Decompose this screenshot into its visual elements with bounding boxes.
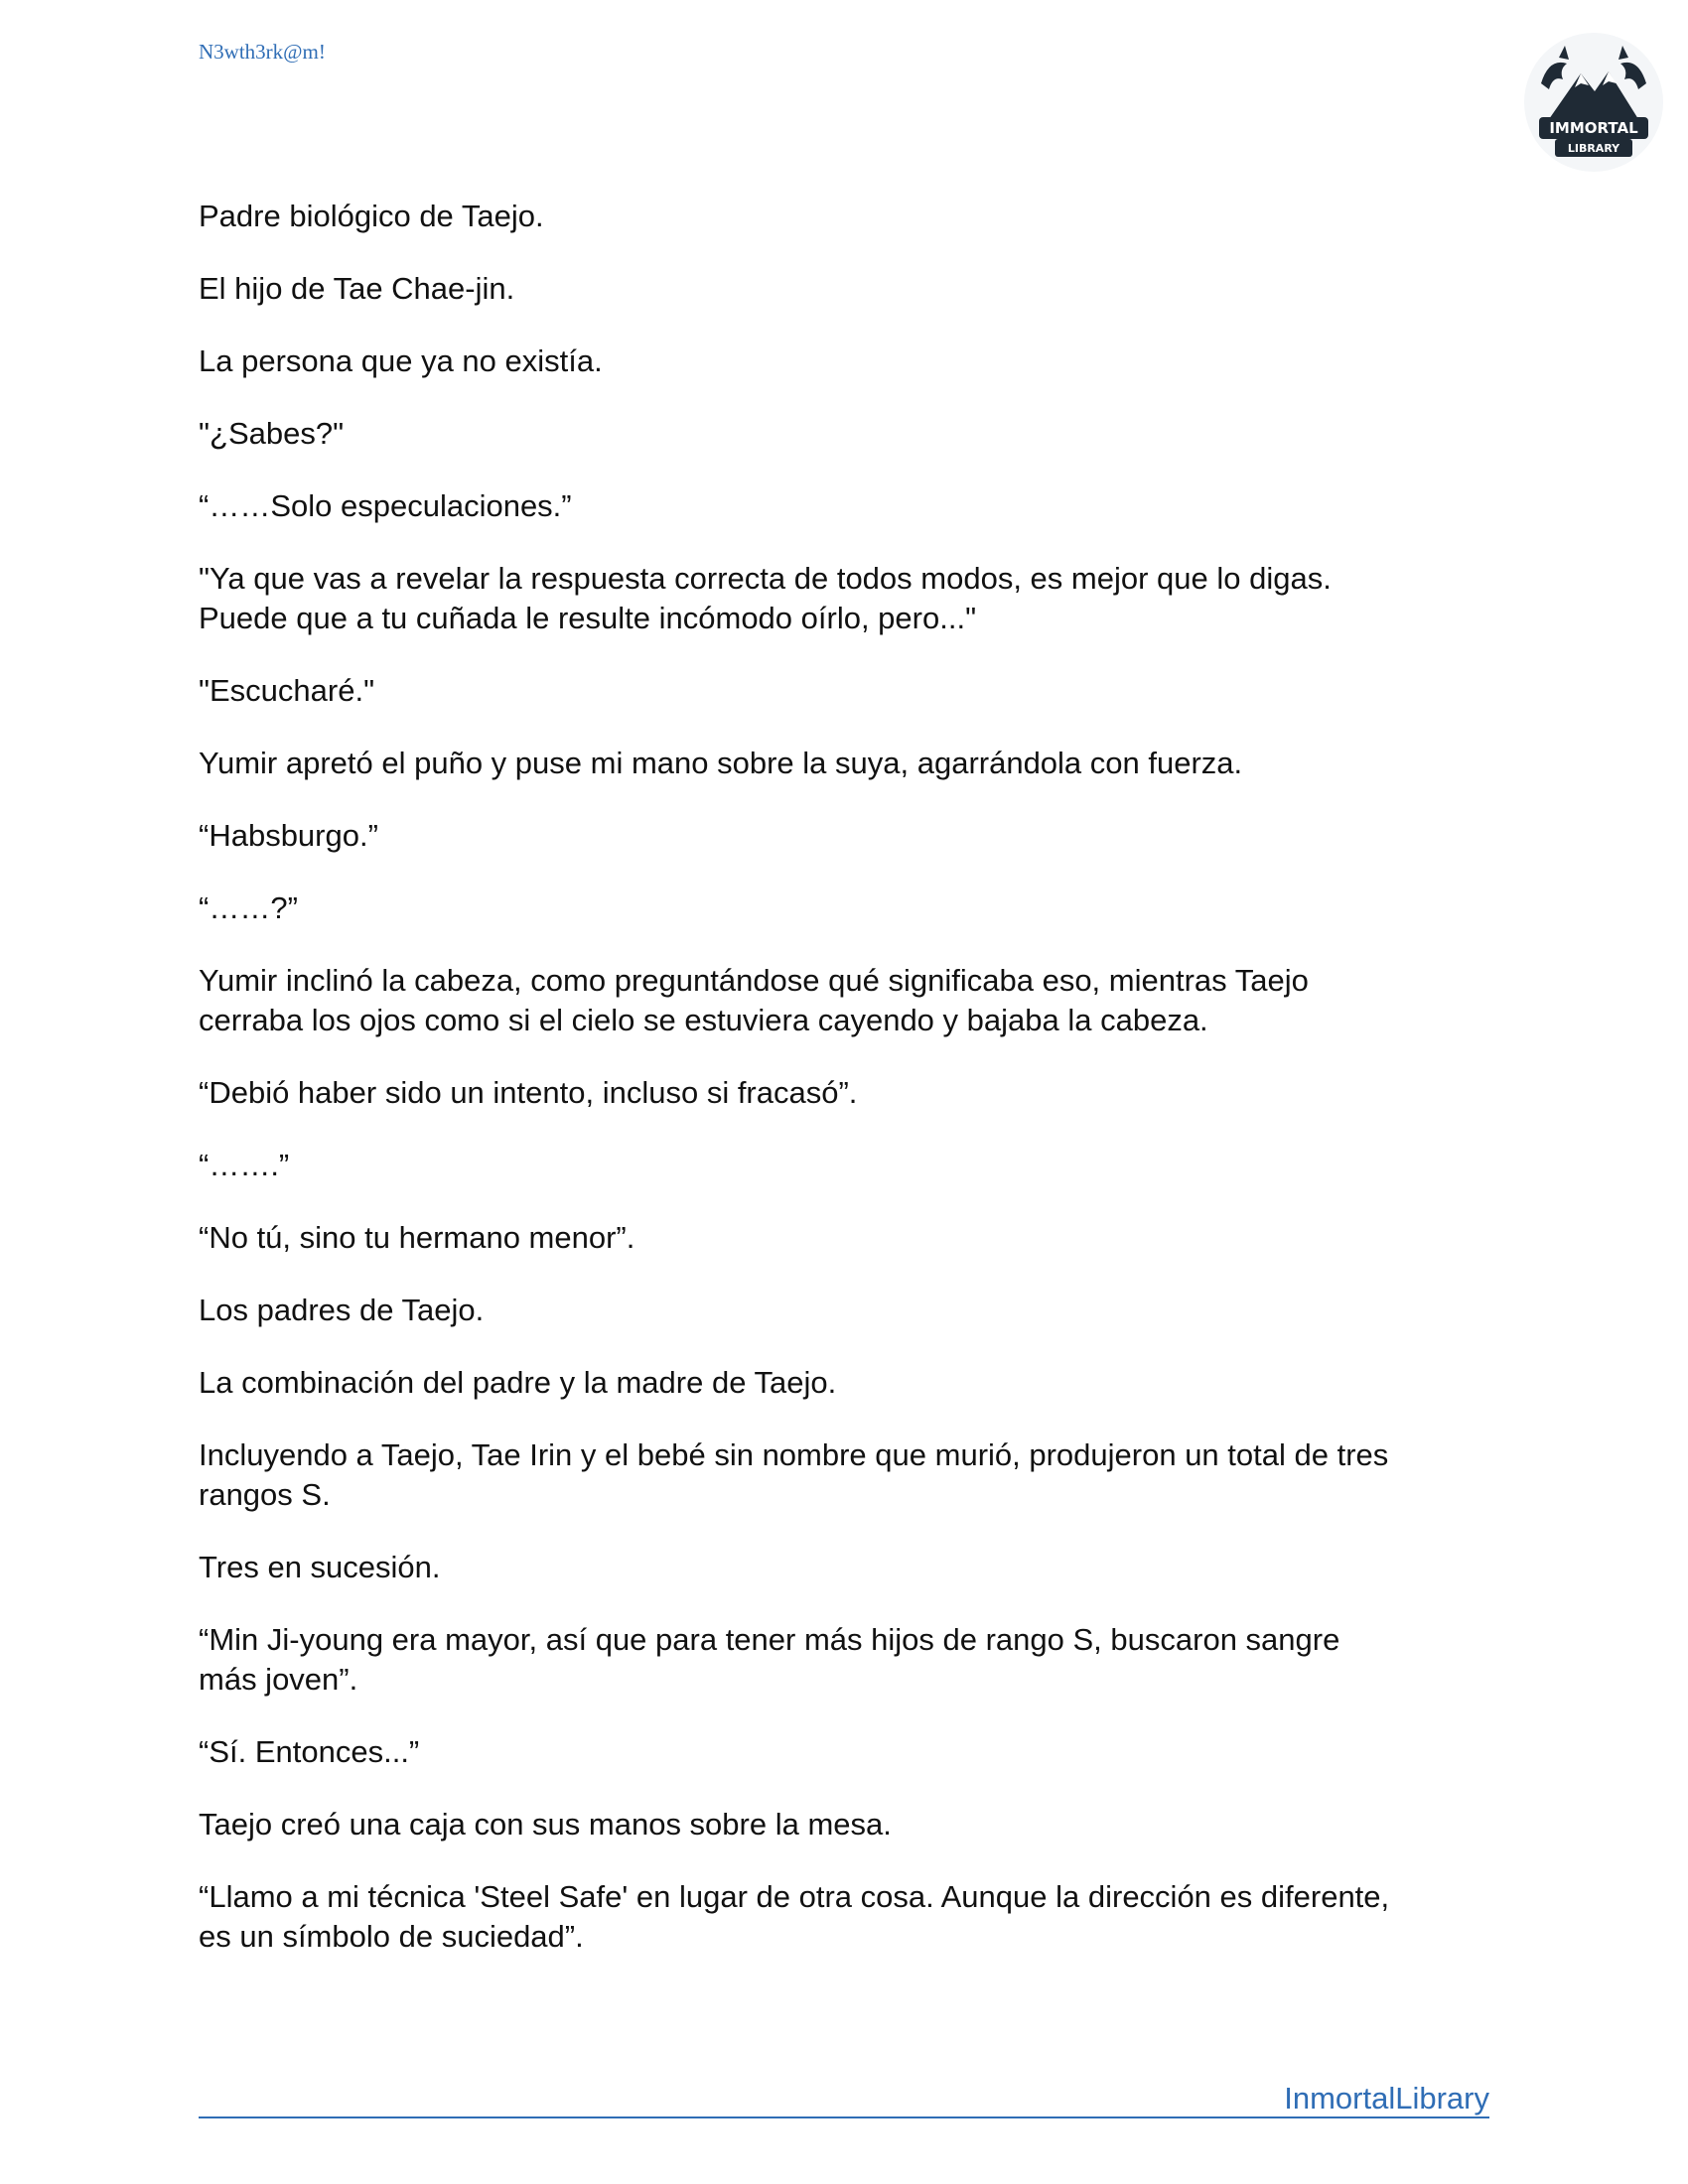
paragraph: “……?” — [199, 890, 298, 925]
paragraph: "Ya que vas a revelar la respuesta correcta de todos modos, es mejor que lo digas. Puede que a tu cuñada le resulte incómodo oírlo, pero..." — [199, 561, 1332, 635]
paragraph: El hijo de Tae Chae-jin. — [199, 271, 515, 306]
paragraph: “Sí. Entonces...” — [199, 1734, 420, 1769]
footer-divider — [199, 2116, 1489, 2118]
paragraph: “No tú, sino tu hermano menor”. — [199, 1220, 635, 1255]
paragraph: La persona que ya no existía. — [199, 343, 603, 378]
paragraph: “……Solo especulaciones.” — [199, 488, 572, 523]
paragraph: “Habsburgo.” — [199, 818, 378, 853]
logo-text-line-2: LIBRARY — [1567, 142, 1620, 155]
paragraph: Yumir inclinó la cabeza, como preguntándose qué significaba eso, mientras Taejo cerraba los ojos como si el cielo se estuviera cayendo y bajaba la cabeza. — [199, 963, 1309, 1037]
footer-link[interactable]: InmortalLibrary — [1284, 2081, 1489, 2116]
paragraph: Tres en sucesión. — [199, 1550, 441, 1584]
paragraph: Los padres de Taejo. — [199, 1293, 485, 1327]
paragraph: Yumir apretó el puño y puse mi mano sobre la suya, agarrándola con fuerza. — [199, 746, 1243, 780]
logo-text-line-1: IMMORTAL — [1549, 119, 1638, 137]
paragraph: Taejo creó una caja con sus manos sobre la mesa. — [199, 1807, 892, 1842]
paragraph: “Llamo a mi técnica 'Steel Safe' en lugar de otra cosa. Aunque la dirección es diferente, es un símbolo de suciedad”. — [199, 1879, 1390, 1954]
paragraph: "¿Sabes?" — [199, 416, 345, 451]
chapter-body — [199, 197, 1489, 1989]
header-tag: N3wth3rk@m! — [199, 40, 326, 64]
paragraph: La combinación del padre y la madre de Taejo. — [199, 1365, 837, 1400]
paragraph: “Debió haber sido un intento, incluso si fracasó”. — [199, 1075, 858, 1110]
paragraph: Padre biológico de Taejo. — [199, 199, 544, 233]
paragraph: "Escucharé." — [199, 673, 375, 708]
paragraph: “…….” — [199, 1148, 290, 1182]
paragraph: Incluyendo a Taejo, Tae Irin y el bebé sin nombre que murió, produjeron un total de tres rangos S. — [199, 1437, 1389, 1512]
immortal-library-logo — [1519, 28, 1668, 177]
paragraph: “Min Ji-young era mayor, así que para tener más hijos de rango S, buscaron sangre más joven”. — [199, 1622, 1340, 1697]
